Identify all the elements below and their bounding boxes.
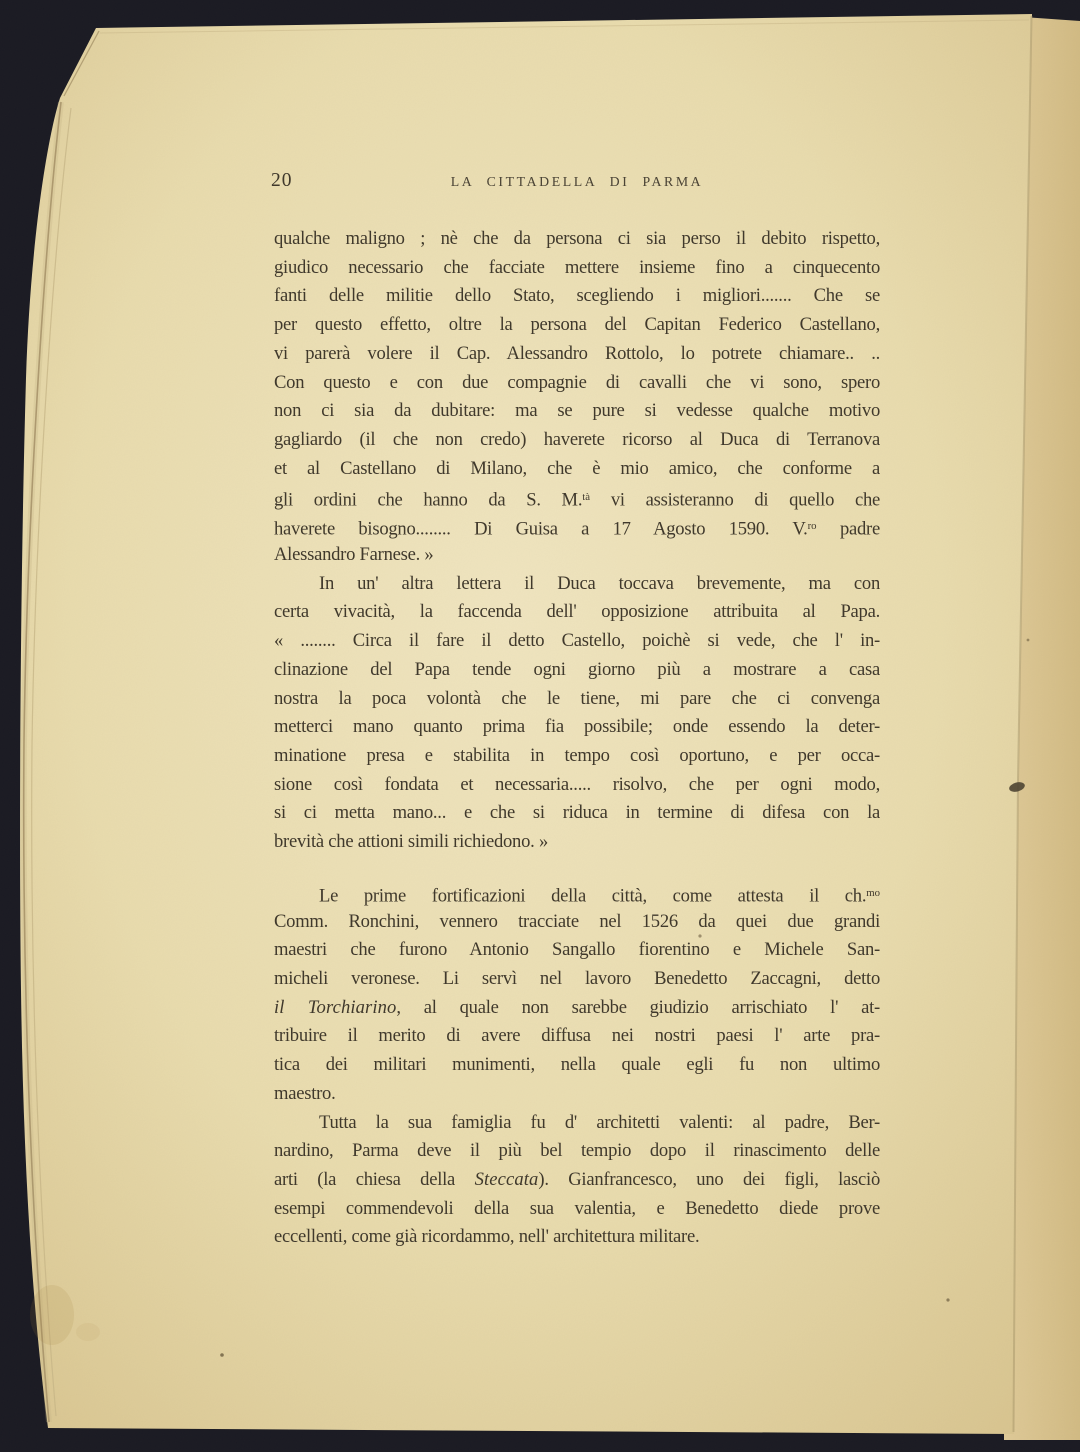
text-line [274, 483, 880, 512]
text-segment: clinazione del Papa tende ogni giorno più a mostrare a casa [274, 658, 880, 680]
text-segment: nardino, Parma deve il più bel tempio dopo il rinascimento delle [274, 1140, 880, 1162]
text-segment: minatione presa e stabilita in tempo così oportuno, e per occa- [274, 744, 880, 766]
text-line [274, 627, 880, 656]
text-line [274, 512, 880, 541]
text-segment: Con questo e con due compagnie di cavalli che vi sono, spero [274, 371, 880, 393]
text-line [274, 994, 880, 1023]
text-segment: maestro. [274, 1082, 336, 1104]
text-segment: Comm. Ronchini, vennero tracciate nel 1526 da quei due grandi [274, 910, 880, 932]
text-segment: gli ordini che hanno da S. M. [274, 489, 583, 511]
text-line [274, 936, 880, 965]
text-line [274, 1022, 880, 1051]
superscript-text: ro [807, 520, 817, 533]
text-segment: vi parerà volere il Cap. Alessandro Rottolo, lo potrete chiamare.. .. [274, 342, 880, 364]
page-header [271, 170, 880, 196]
page-content [271, 0, 880, 1452]
text-segment: In un' altra lettera il Duca toccava brevemente, ma con [319, 572, 880, 594]
text-segment: qualche maligno ; nè che da persona ci sia perso il debito rispetto, [274, 228, 880, 249]
text-line [274, 1137, 880, 1166]
text-line [274, 225, 880, 254]
text-segment: tica dei militari munimenti, nella quale egli fu non ultimo [274, 1054, 880, 1076]
text-line [274, 1109, 880, 1138]
text-line [274, 426, 880, 455]
text-segment: si ci metta mano... e che si riduca in termine di difesa con la [274, 802, 880, 824]
text-segment: per questo effetto, oltre la persona del Capitan Federico Castellano, [274, 314, 880, 336]
text-line [274, 828, 880, 857]
running-head: LA CITTADELLA DI PARMA [450, 173, 704, 189]
text-line [274, 541, 880, 570]
text-segment: eccellenti, come già ricordammo, nell' architettura militare. [274, 1226, 700, 1248]
text-line [274, 254, 880, 283]
text-line [274, 340, 880, 369]
text-line [274, 1080, 880, 1109]
text-line [274, 908, 880, 937]
text-segment: « ........ Circa il fare il detto Castello, poichè si vede, che l' in- [274, 630, 880, 652]
text-line [274, 685, 880, 714]
text-segment: tribuire il merito di avere diffusa nei nostri paesi l' arte pra- [274, 1025, 880, 1047]
text-line [274, 369, 880, 398]
text-segment: esempi commendevoli della sua valentia, e Benedetto diede prove [274, 1197, 880, 1219]
superscript-text: tà [582, 491, 591, 504]
superscript-text: mo [866, 886, 880, 899]
text-segment: brevità che attioni simili richiedono. » [274, 831, 548, 853]
text-segment: et al Castellano di Milano, che è mio amico, che conforme a [274, 457, 880, 479]
italic-text: il Torchiarino [274, 996, 397, 1018]
text-segment: gagliardo (il che non credo) haverete ricorso al Duca di Terranova [274, 429, 880, 451]
text-line [274, 397, 880, 426]
text-line [274, 1223, 880, 1252]
text-segment: giudico necessario che facciate mettere insieme fino a cinquecento [274, 256, 880, 278]
text-segment: Le prime fortificazioni della città, come attesta il ch. [319, 885, 867, 907]
text-line [274, 455, 880, 484]
text-segment: micheli veronese. Li servì nel lavoro Benedetto Zaccagni, detto [274, 967, 880, 989]
text-segment: Tutta la sua famiglia fu d' architetti valenti: al padre, Ber- [319, 1111, 880, 1133]
text-segment: padre [816, 518, 880, 540]
text-line [274, 879, 880, 908]
text-segment: vi assisteranno di quello che [590, 489, 880, 511]
text-line [274, 311, 880, 340]
text-line [274, 1051, 880, 1080]
body-text [274, 225, 880, 1252]
text-segment: sione così fondata et necessaria..... risolvo, che per ogni modo, [274, 773, 880, 795]
text-segment: ). Gianfrancesco, uno dei figli, lasciò [538, 1169, 880, 1190]
text-segment: fanti delle militie dello Stato, scegliendo i migliori....... Che se [274, 285, 880, 307]
page-number: 20 [271, 170, 293, 191]
text-segment: haverete bisogno........ Di Guisa a 17 Agosto 1590. V. [274, 518, 808, 540]
text-segment: arti (la chiesa della [274, 1169, 475, 1190]
text-line [274, 713, 880, 742]
text-line [274, 799, 880, 828]
text-line [274, 965, 880, 994]
text-segment: non ci sia da dubitare: ma se pure si vedesse qualche motivo [274, 400, 880, 422]
text-segment: nostra la poca volontà che le tiene, mi pare che ci convenga [274, 687, 880, 709]
text-line [274, 1166, 880, 1195]
text-line [274, 1195, 880, 1224]
text-line [274, 771, 880, 800]
text-segment: certa vivacità, la faccenda dell' opposizione attribuita al Papa. [274, 601, 880, 623]
text-segment: maestri che furono Antonio Sangallo fiorentino e Michele San- [274, 939, 880, 961]
text-segment: metterci mano quanto prima fia possibile; onde essendo la deter- [274, 716, 880, 738]
text-line [274, 570, 880, 599]
text-line [274, 742, 880, 771]
text-line [274, 598, 880, 627]
italic-text: Steccata [474, 1169, 539, 1190]
section-gap [274, 857, 880, 879]
text-line [274, 656, 880, 685]
text-segment: , al quale non sarebbe giudizio arrischiato l' at- [396, 996, 880, 1018]
text-line [274, 282, 880, 311]
text-segment: Alessandro Farnese. » [274, 543, 434, 565]
